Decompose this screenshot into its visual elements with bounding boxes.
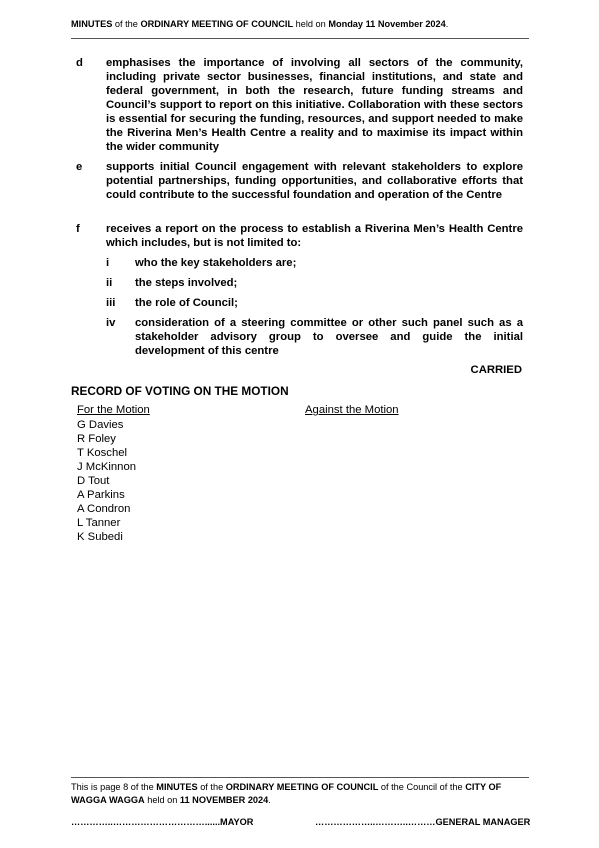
footer-date: 11 NOVEMBER 2024 [179, 794, 269, 805]
header-period: . [445, 19, 449, 29]
item-label: f [76, 223, 80, 235]
header-held-on: held on [293, 19, 329, 29]
footer-minutes: MINUTES [156, 782, 198, 792]
footer-held-on: held on [144, 794, 180, 805]
page-header [71, 19, 529, 29]
item-text: emphasises the importance of involving all sectors of the community, including private sector businesses, financial institutions, and state and federal government, in both the research, future funding streams and Council’s support to report on this initiative. Collaboration with these sectors is essential for securing the funding, resources, and support needed to make the Riverina Men’s Health Centre a reality and to maximise its impact within the wider community [106, 57, 523, 153]
subitem-iv [106, 316, 523, 358]
voter-name: J McKinnon [77, 461, 137, 473]
footer-meeting: ORDINARY MEETING OF COUNCIL [225, 782, 379, 792]
footer-of: of the [197, 782, 226, 792]
header-date: Monday 11 November 2024 [328, 19, 446, 29]
item-label: e [76, 161, 83, 173]
for-motion-list [77, 418, 136, 544]
subitem-text: the steps involved; [135, 277, 238, 289]
resolution-item-e [76, 160, 523, 202]
general-manager-signature: ………………..………..………GENERAL MANAGER [315, 817, 531, 827]
header-minutes: MINUTES [71, 19, 113, 29]
mayor-signature: …………..…………………………......MAYOR [71, 817, 254, 827]
resolution-item-d [76, 56, 523, 154]
voting-record-title: RECORD OF VOTING ON THE MOTION [71, 384, 289, 398]
subitem-iii [106, 296, 523, 310]
page-footer [71, 781, 531, 806]
footer-rule [71, 777, 529, 778]
item-label: d [76, 57, 83, 69]
footer-period: . [268, 794, 271, 805]
voter-name: G Davies [77, 419, 124, 431]
footer-city: CITY OF WAGGA WAGGA [71, 782, 502, 805]
subitem-label: iv [106, 317, 116, 329]
item-text: receives a report on the process to establish a Riverina Men’s Health Centre which includes, but is not limited to: [106, 223, 523, 249]
header-rule [71, 38, 529, 39]
voter-name: T Koschel [77, 447, 128, 459]
footer-council-of: of the Council of the [378, 782, 466, 792]
subitem-text: the role of Council; [135, 297, 238, 309]
subitem-ii [106, 276, 523, 290]
for-motion-heading: For the Motion [77, 404, 150, 416]
header-meeting: ORDINARY MEETING OF COUNCIL [140, 19, 294, 29]
footer-page: This is page 8 of the [71, 782, 157, 792]
voter-name: R Foley [77, 433, 116, 445]
subitem-label: iii [106, 297, 116, 309]
subitem-label: ii [106, 277, 113, 289]
item-text: supports initial Council engagement with relevant stakeholders to explore potential partnerships, funding opportunities, and collaborative efforts that could contribute to the successful foundation and operation of the Centre [106, 161, 523, 201]
voter-name: A Condron [77, 503, 131, 515]
voter-name: A Parkins [77, 489, 125, 501]
subitem-text: consideration of a steering committee or other such panel such as a stakeholder advisory group to oversee and guide the initial development of this centre [135, 317, 523, 357]
resolution-item-f [76, 222, 523, 250]
carried-label: CARRIED [470, 364, 522, 376]
subitem-i [106, 256, 523, 270]
subitem-label: i [106, 257, 110, 269]
voter-name: K Subedi [77, 531, 123, 543]
voter-name: L Tanner [77, 517, 121, 529]
voter-name: D Tout [77, 475, 110, 487]
subitem-text: who the key stakeholders are; [135, 257, 297, 269]
header-of: of the [112, 19, 141, 29]
against-motion-heading: Against the Motion [305, 404, 399, 416]
